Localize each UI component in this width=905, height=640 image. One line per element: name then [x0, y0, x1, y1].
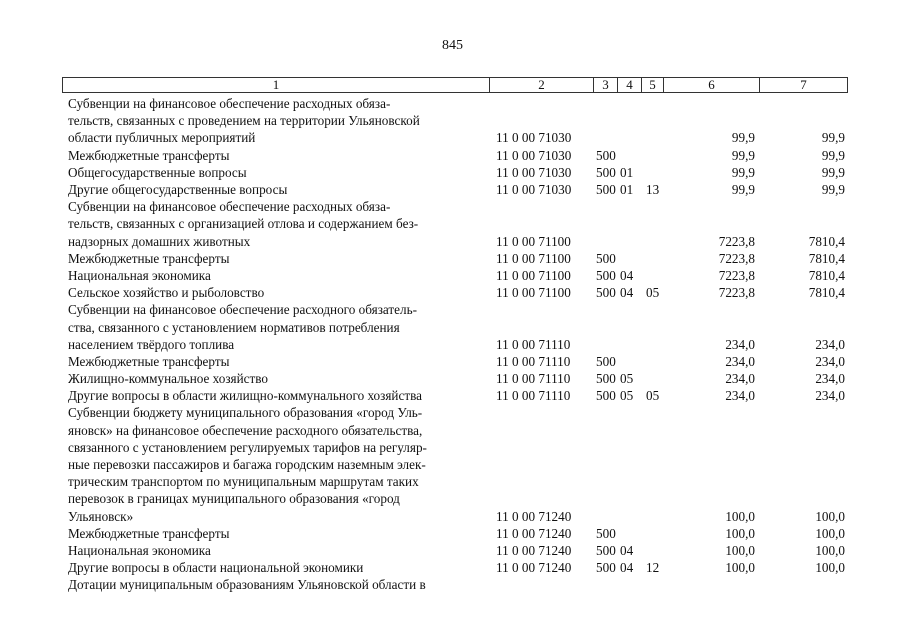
row-value-col6: 99,9 [731, 147, 755, 163]
row-target-code: 11 0 00 71110 [496, 353, 571, 369]
row-target-code: 11 0 00 71240 [496, 508, 572, 524]
row-value-col6: 99,9 [731, 130, 755, 146]
header-col-2: 2 [489, 78, 593, 92]
header-col-3: 3 [593, 78, 617, 92]
row-section: 04 [620, 560, 634, 576]
row-value-col6: 7223,8 [718, 250, 755, 266]
row-section: 04 [620, 267, 634, 283]
row-value-col7: 7810,4 [808, 250, 845, 266]
row-expense-type: 500 [596, 525, 616, 541]
row-value-col6: 7223,8 [718, 285, 755, 301]
row-expense-type: 500 [596, 181, 616, 197]
table-row [0, 284, 905, 301]
page-number: 845 [442, 38, 463, 53]
row-subsection: 05 [646, 388, 660, 404]
row-target-code: 11 0 00 71240 [496, 543, 572, 559]
header-col-5: 5 [641, 78, 663, 92]
table-row [0, 542, 905, 559]
row-section: 01 [620, 164, 634, 180]
row-expense-type: 500 [596, 147, 616, 163]
row-value-col6: 100,0 [725, 543, 755, 559]
table-body [0, 95, 905, 594]
row-value-col6: 100,0 [725, 525, 755, 541]
row-description: Межбюджетные трансферты [68, 525, 230, 541]
row-target-code: 11 0 00 71030 [496, 164, 572, 180]
row-subsection: 05 [646, 285, 660, 301]
row-target-code: 11 0 00 71110 [496, 388, 571, 404]
header-col-7: 7 [759, 78, 847, 92]
row-expense-type: 500 [596, 353, 616, 369]
row-expense-type: 500 [596, 371, 616, 387]
row-section: 04 [620, 543, 634, 559]
row-value-col7: 100,0 [815, 508, 845, 524]
row-value-col7: 234,0 [815, 336, 845, 352]
row-value-col6: 100,0 [725, 560, 755, 576]
row-description: Дотации муниципальным образованиям Ульяновской области в [68, 577, 426, 593]
table-row [0, 301, 905, 353]
row-value-col7: 234,0 [815, 388, 845, 404]
row-section: 04 [620, 285, 634, 301]
row-section: 01 [620, 181, 634, 197]
row-subsection: 13 [646, 181, 660, 197]
header-col-4: 4 [617, 78, 641, 92]
row-value-col6: 7223,8 [718, 233, 755, 249]
row-description: Межбюджетные трансферты [68, 353, 230, 369]
table-row [0, 387, 905, 404]
row-section: 05 [620, 388, 634, 404]
header-col-6: 6 [663, 78, 759, 92]
row-target-code: 11 0 00 71100 [496, 250, 571, 266]
table-header [62, 77, 848, 93]
row-description: Национальная экономика [68, 543, 211, 559]
row-value-col7: 234,0 [815, 371, 845, 387]
row-description: Другие вопросы в области жилищно-коммунального хозяйства [68, 388, 422, 404]
row-description: Другие вопросы в области национальной экономики [68, 560, 364, 576]
row-target-code: 11 0 00 71240 [496, 525, 572, 541]
row-description: Субвенции бюджету муниципального образования «город Уль- яновск» на финансовое обеспечение расходного обязательства, связанного с установлением регулируемых тарифов на регуляр- ные перевозки пассажиров и багажа городским наземным элек- трическим транспортом по муниципальным маршрутам таких перевозок в границах муниципального образования «город Ульяновск» [68, 405, 427, 524]
row-expense-type: 500 [596, 250, 616, 266]
row-subsection: 12 [646, 560, 660, 576]
row-value-col6: 99,9 [731, 181, 755, 197]
row-expense-type: 500 [596, 285, 616, 301]
row-value-col7: 234,0 [815, 353, 845, 369]
table-row [0, 181, 905, 198]
row-value-col7: 99,9 [821, 147, 845, 163]
row-expense-type: 500 [596, 543, 616, 559]
row-description: Сельское хозяйство и рыболовство [68, 285, 265, 301]
row-target-code: 11 0 00 71110 [496, 336, 571, 352]
header-col-1: 1 [272, 77, 280, 92]
table-row [0, 250, 905, 267]
row-target-code: 11 0 00 71030 [496, 130, 572, 146]
row-description: Межбюджетные трансферты [68, 250, 230, 266]
row-value-col7: 100,0 [815, 560, 845, 576]
table-row [0, 353, 905, 370]
row-value-col7: 7810,4 [808, 267, 845, 283]
row-value-col7: 7810,4 [808, 233, 845, 249]
row-description: Национальная экономика [68, 267, 211, 283]
row-value-col6: 7223,8 [718, 267, 755, 283]
row-target-code: 11 0 00 71110 [496, 371, 571, 387]
row-expense-type: 500 [596, 388, 616, 404]
row-value-col7: 100,0 [815, 543, 845, 559]
row-value-col6: 100,0 [725, 508, 755, 524]
row-target-code: 11 0 00 71100 [496, 285, 571, 301]
row-value-col6: 234,0 [725, 371, 755, 387]
row-value-col7: 99,9 [821, 181, 845, 197]
row-target-code: 11 0 00 71100 [496, 267, 571, 283]
row-expense-type: 500 [596, 267, 616, 283]
row-description: Субвенции на финансовое обеспечение расходных обяза- тельств, связанных с проведением на территории Ульяновской области публичных мероприятий [68, 96, 420, 146]
row-value-col6: 234,0 [725, 353, 755, 369]
row-target-code: 11 0 00 71030 [496, 181, 572, 197]
table-row [0, 164, 905, 181]
table-row [0, 370, 905, 387]
row-value-col6: 234,0 [725, 388, 755, 404]
row-expense-type: 500 [596, 164, 616, 180]
table-row [0, 576, 905, 593]
row-value-col6: 99,9 [731, 164, 755, 180]
row-description: Другие общегосударственные вопросы [68, 181, 288, 197]
table-row [0, 95, 905, 147]
row-target-code: 11 0 00 71100 [496, 233, 571, 249]
row-description: Жилищно-коммунальное хозяйство [68, 371, 269, 387]
table-row [0, 267, 905, 284]
row-target-code: 11 0 00 71240 [496, 560, 572, 576]
table-row [0, 147, 905, 164]
row-description: Общегосударственные вопросы [68, 164, 247, 180]
row-value-col6: 234,0 [725, 336, 755, 352]
row-target-code: 11 0 00 71030 [496, 147, 572, 163]
row-value-col7: 99,9 [821, 164, 845, 180]
row-value-col7: 7810,4 [808, 285, 845, 301]
row-expense-type: 500 [596, 560, 616, 576]
table-row [0, 198, 905, 250]
row-description: Межбюджетные трансферты [68, 147, 230, 163]
row-section: 05 [620, 371, 634, 387]
row-value-col7: 100,0 [815, 525, 845, 541]
table-row [0, 525, 905, 542]
table-row [0, 559, 905, 576]
row-value-col7: 99,9 [821, 130, 845, 146]
table-row [0, 404, 905, 524]
row-description: Субвенции на финансовое обеспечение расходных обяза- тельств, связанных с организацией отлова и содержанием без- надзорных домашних животных [68, 199, 419, 249]
row-description: Субвенции на финансовое обеспечение расходного обязатель- ства, связанного с установлением нормативов потребления населением твёрдого топлива [68, 302, 418, 352]
